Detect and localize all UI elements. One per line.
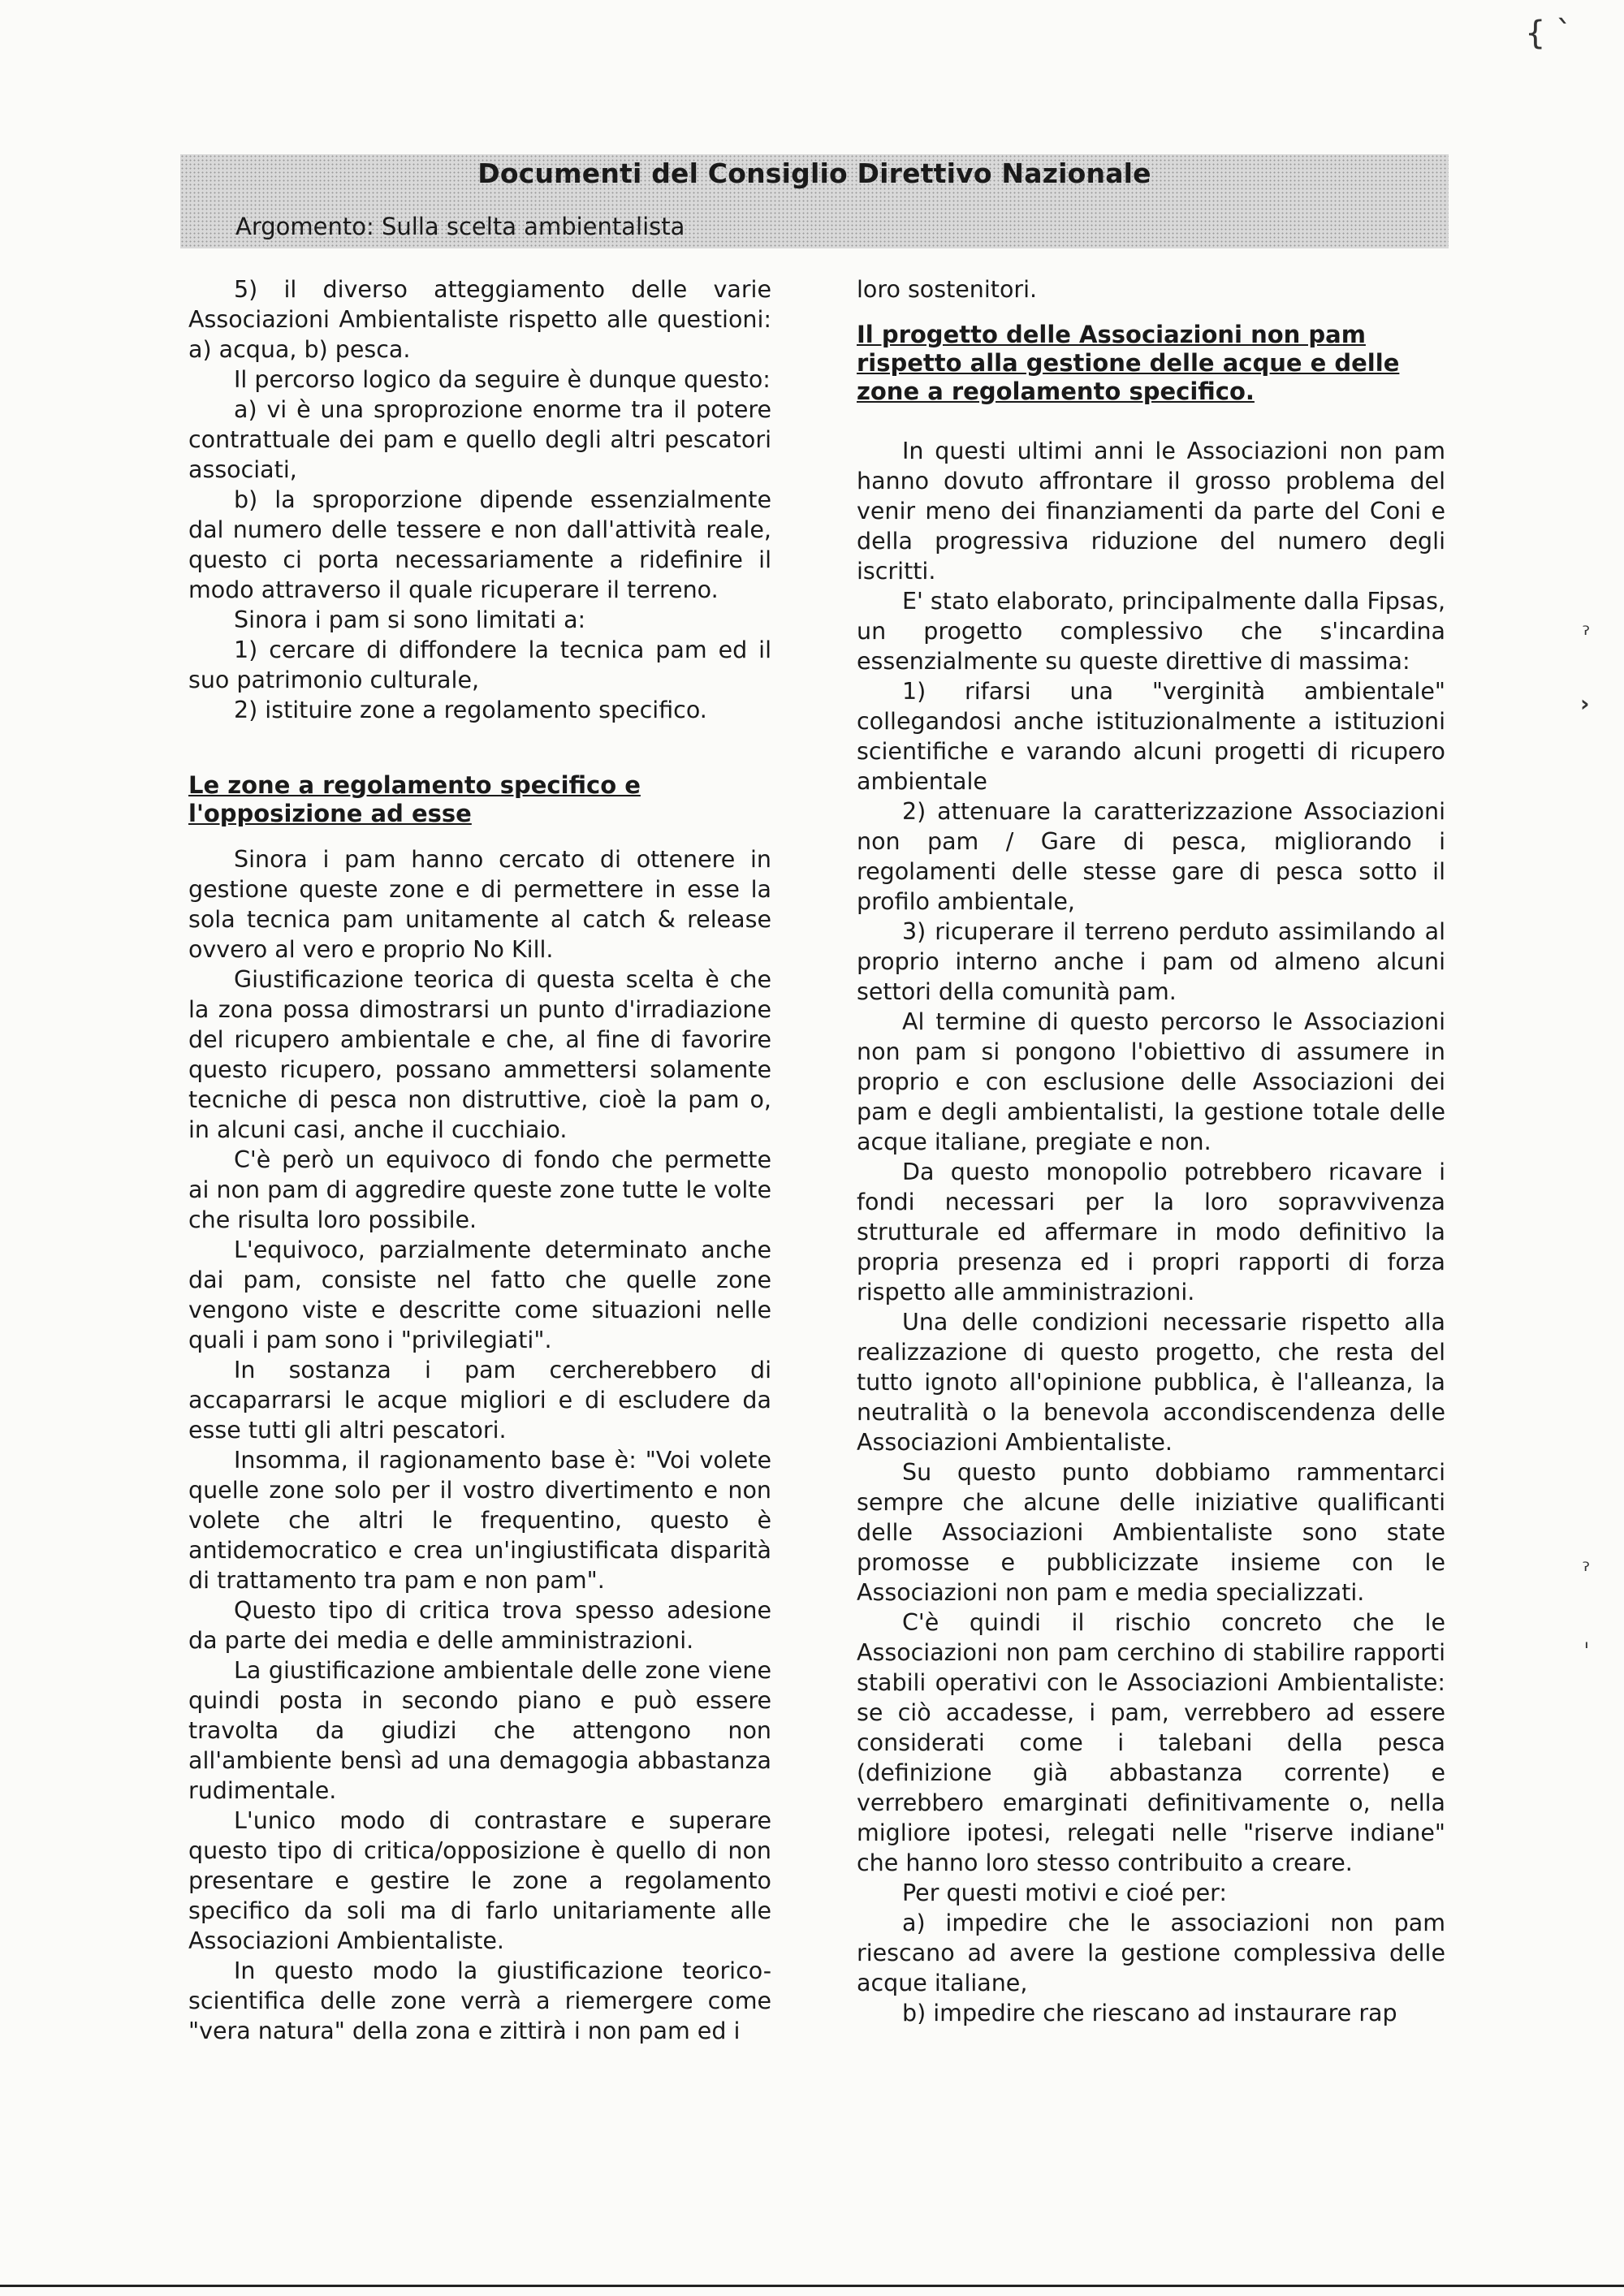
paragraph: Questo tipo di critica trova spesso adesione da parte dei media e delle amministrazioni. [188,1597,771,1654]
paragraph: Al termine di questo percorso le Associazioni non pam si pongono l'obiettivo di assumere in proprio e con esclusione delle Associazioni dei pam e degli ambientalisti, la gestione totale delle acque italiane, pregiate e non. [857,1008,1445,1155]
paragraph: Sinora i pam hanno cercato di ottenere in gestione queste zone e di permettere in esse la sola tecnica pam unitamente al catch & release ovvero al vero e proprio No Kill. [188,846,771,963]
paragraph: L'unico modo di contrastare e superare questo tipo di critica/opposizione è quello di non presentare e gestire le zone a regolamento specifico da soli ma di farlo unitariamente alle Associazioni Ambientaliste. [188,1807,771,1954]
document-title: Documenti del Consiglio Direttivo Nazionale [477,158,1151,189]
paragraph: a) vi è una sproprozione enorme tra il potere contrattuale dei pam e quello degli altri pescatori associati, [188,396,771,483]
paragraph: In questi ultimi anni le Associazioni non pam hanno dovuto affrontare il grosso problema del venir meno dei finanziamenti da parte del Coni e della progressiva riduzione del numero degli iscritti. [857,438,1445,585]
document-subtitle: Argomento: Sulla scelta ambientalista [235,213,685,240]
paragraph: 1) rifarsi una "verginità ambientale" collegandosi anche istituzionalmente a istituzioni scientifiche e varando alcuni progetti di ricupero ambientale [857,678,1445,795]
paragraph: Giustificazione teorica di questa scelta è che la zona possa dimostrarsi un punto d'irradiazione del ricupero ambientale e che, al fine di favorire questo ricupero, possano ammettersi solamente tecniche di pesca non distruttive, cioè la pam o, in alcuni casi, anche il cucchiaio. [188,966,771,1143]
paragraph: C'è quindi il rischio concreto che le Associazioni non pam cerchino di stabilire rapporti stabili operativi con le Associazioni Ambientaliste: se ciò accadesse, i pam, verrebbero ad essere considerati come i talebani della pesca (definizione già abbastanza corrente) e verrebbero emarginati definitivamente o, nella migliore ipotesi, relegati nelle "riserve indiane" che hanno loro stesso contribuito a creare. [857,1609,1445,1876]
header-band [180,154,1449,248]
scan-mark-icon: ˀ [1582,621,1591,648]
right-column [857,274,1445,2028]
paragraph: In questo modo la giustificazione teorico-scientifica delle zone verrà a riemergere come "vera natura" della zona e zittirà i non pam ed i [188,1957,771,2044]
paragraph: b) la sproporzione dipende essenzialmente dal numero delle tessere e non dall'attività reale, questo ci porta necessariamente a ridefinire il modo attraverso il quale ricuperare il terreno. [188,486,771,603]
paragraph: L'equivoco, parzialmente determinato anche dai pam, consiste nel fatto che quelle zone vengono viste e descritte come situazioni nelle quali i pam sono i "privilegiati". [188,1236,771,1353]
paragraph: La giustificazione ambientale delle zone viene quindi posta in secondo piano e può essere travolta da giudizi che attengono non all'ambiente bensì ad una demagogia abbastanza rudimentale. [188,1657,771,1804]
scan-mark-icon: › [1580,690,1590,717]
paragraph: Per questi motivi e cioé per: [902,1880,1227,1906]
paragraph: Il percorso logico da seguire è dunque questo: [234,366,771,393]
paragraph: Su questo punto dobbiamo rammentarci sempre che alcune delle iniziative qualificanti delle Associazioni Ambientaliste sono state promosse e pubblicizzate insieme con le Associazioni non pam e media specializzati. [857,1459,1445,1606]
left-column [188,274,771,2046]
paragraph: E' stato elaborato, principalmente dalla Fipsas, un progetto complessivo che s'incardina essenzialmente su queste direttive di massima: [857,588,1445,675]
paragraph: 2) attenuare la caratterizzazione Associazioni non pam / Gare di pesca, migliorando i regolamenti delle stesse gare di pesca sotto il profilo ambientale, [857,798,1445,915]
paragraph: In sostanza i pam cercherebbero di accaparrarsi le acque migliori e di escludere da esse tutti gli altri pescatori. [188,1357,771,1444]
paragraph: 2) istituire zone a regolamento specifico. [234,697,707,723]
paragraph: Da questo monopolio potrebbero ricavare i fondi necessari per la loro sopravvivenza strutturale ed affermare in modo definitivo la propria presenza ed i propri rapporti di forza rispetto alle amministrazioni. [857,1159,1445,1306]
paragraph: 1) cercare di diffondere la tecnica pam ed il suo patrimonio culturale, [188,637,771,693]
scan-edge-line [0,2285,1624,2287]
paragraph: b) impedire che riescano ad instaurare rap [902,2000,1397,2026]
section-heading: Il progetto delle Associazioni non pam rispetto alla gestione delle acque e delle zone a regolamento specifico. [857,321,1400,405]
paragraph: Una delle condizioni necessarie rispetto alla realizzazione di questo progetto, che resta del tutto ignoto all'opinione pubblica, è l'alleanza, la neutralità o la benevola accondiscendenza delle Associazioni Ambientaliste. [857,1309,1445,1456]
paragraph: 3) ricuperare il terreno perduto assimilando al proprio interno anche i pam od almeno alcuni settori della comunità pam. [857,918,1445,1005]
paragraph: Insomma, il ragionamento base è: "Voi volete quelle zone solo per il vostro divertimento e non volete che altri le frequentino, questo è antidemocratico e crea un'ingiustificata disparità di trattamento tra pam e non pam". [188,1447,771,1594]
scan-mark-icon: { ˋ [1525,15,1573,52]
scan-mark-icon: ˀ [1582,1557,1591,1584]
scan-mark-icon: ˌ [1583,1624,1590,1651]
paragraph: C'è però un equivoco di fondo che permette ai non pam di aggredire queste zone tutte le volte che risulta loro possibile. [188,1146,771,1233]
paragraph: Sinora i pam si sono limitati a: [234,606,586,633]
paragraph: 5) il diverso atteggiamento delle varie Associazioni Ambientaliste rispetto alle questioni: a) acqua, b) pesca. [188,276,771,363]
section-heading: Le zone a regolamento specifico e l'opposizione ad esse [188,771,641,827]
paragraph: loro sostenitori. [857,276,1038,303]
paragraph: a) impedire che le associazioni non pam riescano ad avere la gestione complessiva delle acque italiane, [857,1910,1445,1996]
